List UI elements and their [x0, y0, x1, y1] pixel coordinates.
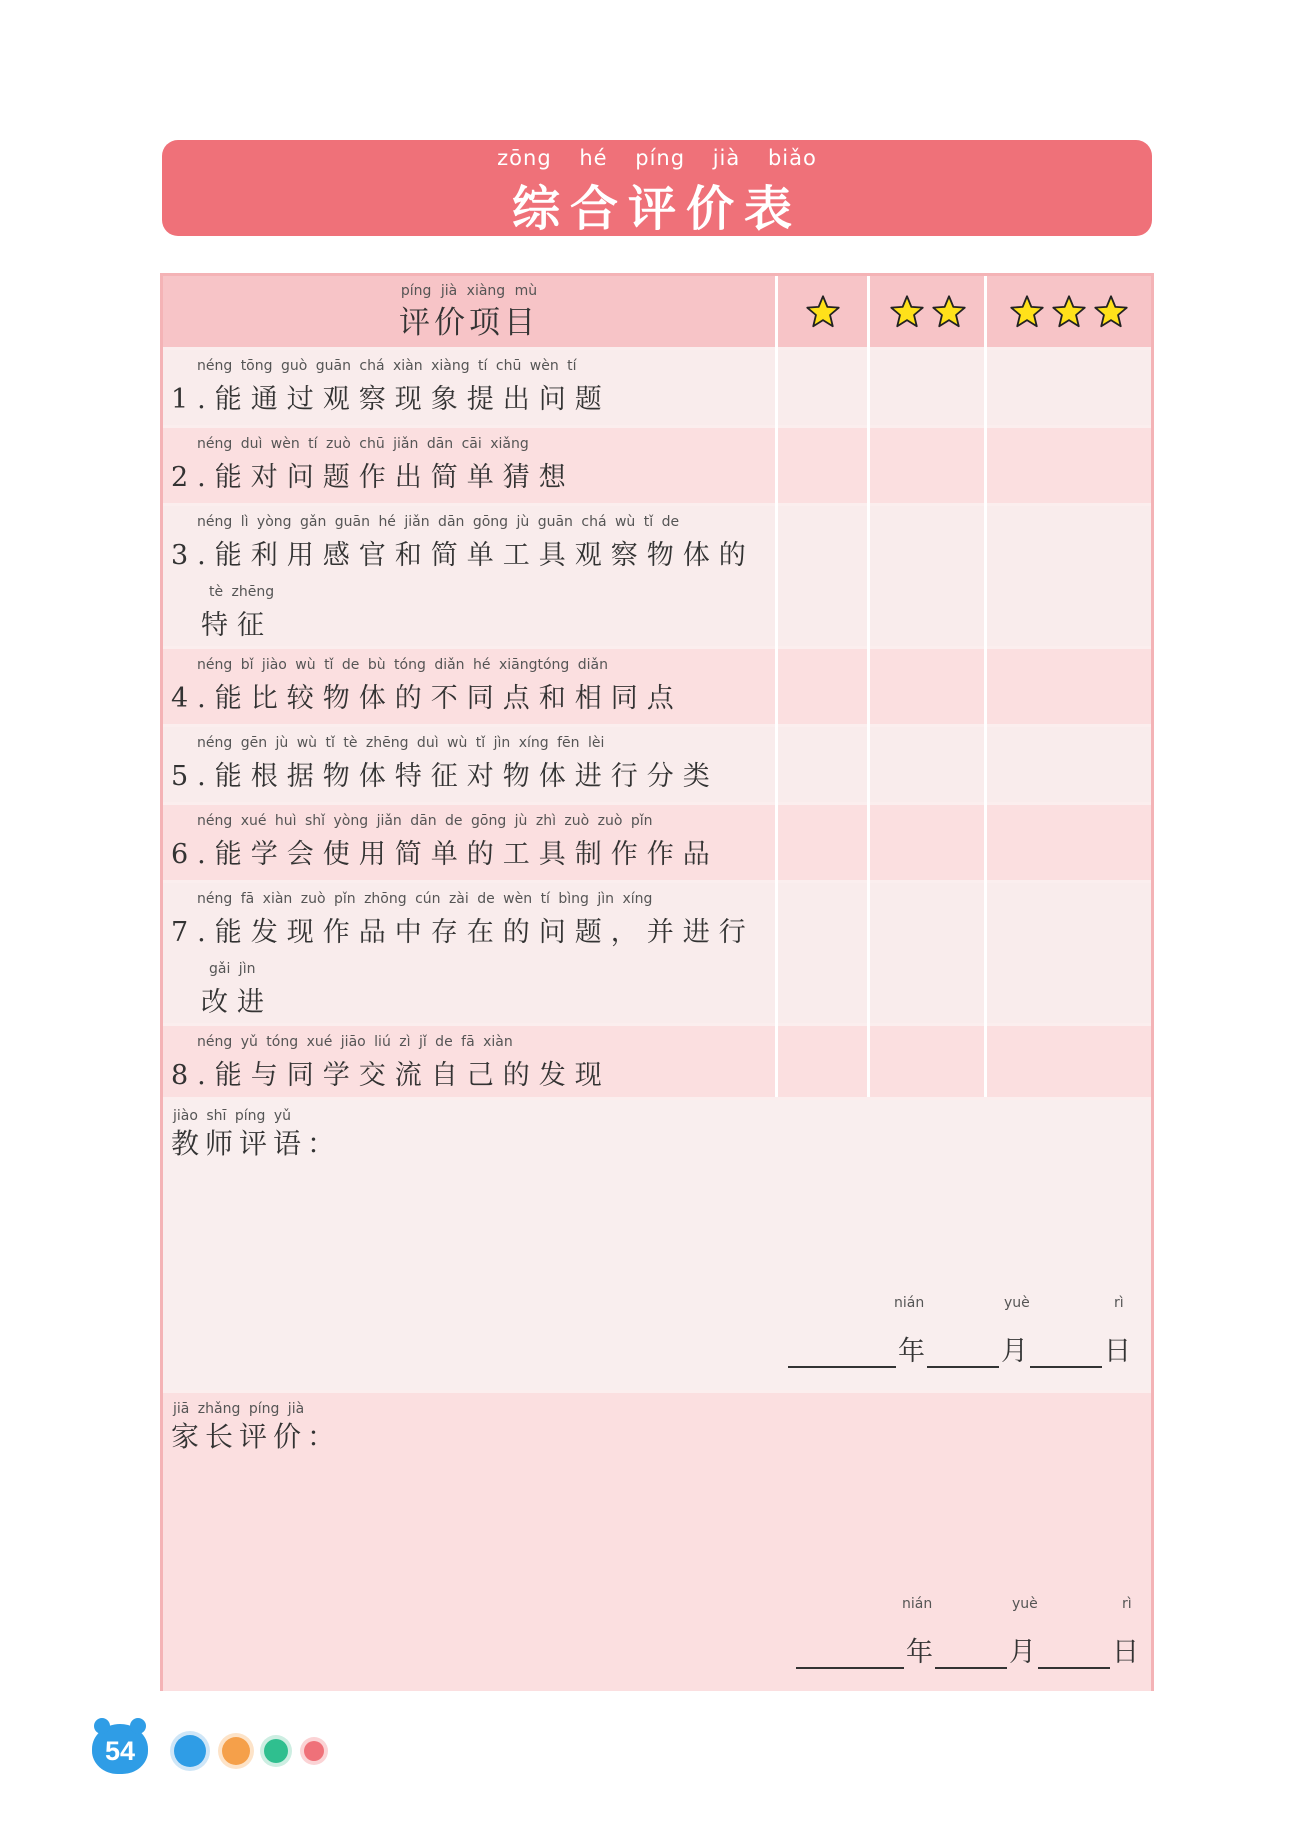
table-row: [163, 727, 1151, 802]
one-star-rating: [777, 276, 868, 347]
one-star-checkbox[interactable]: [777, 727, 868, 802]
decor-dot-green: [264, 1739, 288, 1763]
decor-dot-orange: [222, 1737, 250, 1765]
criterion-pinyin: néng tōng guò guān chá xiàn xiàng tí chū wèn tí: [197, 358, 577, 374]
page-title-banner: [162, 140, 1152, 236]
criterion-pinyin: néng lì yòng gǎn guān hé jiǎn dān gōng jù guān chá wù tǐ de: [197, 514, 680, 530]
month-blank[interactable]: [927, 1340, 999, 1368]
criterion-pinyin: néng gēn jù wù tǐ tè zhēng duì wù tǐ jìn xíng fēn lèi: [197, 735, 605, 751]
criterion-text: 1.能通过观察现象提出问题: [171, 384, 611, 415]
criterion-text: 4.能比较物体的不同点和相同点: [171, 683, 683, 714]
evaluation-sheet: [160, 273, 1154, 1691]
criterion-pinyin: néng xué huì shǐ yòng jiǎn dān de gōng jù zhì zuò zuò pǐn: [197, 813, 653, 829]
criterion-item: [171, 813, 771, 871]
two-star-checkbox[interactable]: [870, 1026, 985, 1097]
two-star-checkbox[interactable]: [870, 727, 985, 802]
table-row: [163, 805, 1151, 880]
parent-comment-area[interactable]: [163, 1393, 1151, 1691]
one-star-checkbox[interactable]: [777, 805, 868, 880]
criterion-text: 7.能发现作品中存在的问题，并进行: [171, 917, 755, 948]
criterion-text: 3.能利用感官和简单工具观察物体的: [171, 540, 755, 571]
teacher-date-line: nián yuè rì 年 月 日: [788, 1329, 1133, 1368]
criterion-pinyin: néng bǐ jiào wù tǐ de bù tóng diǎn hé xiāngtóng diǎn: [197, 657, 608, 673]
one-star-checkbox[interactable]: [777, 883, 868, 1023]
teacher-comment-text: 教师评语：: [171, 1127, 342, 1160]
star-icon: [889, 294, 925, 330]
two-star-checkbox[interactable]: [870, 883, 985, 1023]
criterion-pinyin-continued: gǎi jìn: [209, 961, 256, 977]
table-row: [163, 1026, 1151, 1097]
star-icon: [805, 294, 841, 330]
three-star-checkbox[interactable]: [987, 506, 1151, 646]
three-star-checkbox[interactable]: [987, 350, 1151, 425]
parent-comment-label: [171, 1401, 341, 1455]
criterion-item: [171, 657, 771, 715]
table-row: [163, 428, 1151, 503]
two-star-rating: [870, 276, 985, 347]
star-icon: [1009, 294, 1045, 330]
table-row: [163, 883, 1151, 1023]
one-star-checkbox[interactable]: [777, 1026, 868, 1097]
two-star-checkbox[interactable]: [870, 805, 985, 880]
criterion-item: [171, 735, 771, 793]
decor-dot-blue: [174, 1735, 206, 1767]
teacher-comment-pinyin: jiào shī píng yǔ: [173, 1108, 292, 1124]
criterion-text: 2.能对问题作出简单猜想: [171, 462, 575, 493]
year-blank[interactable]: [788, 1340, 896, 1368]
criterion-text: 6.能学会使用简单的工具制作作品: [171, 839, 719, 870]
three-star-checkbox[interactable]: [987, 805, 1151, 880]
three-star-checkbox[interactable]: [987, 1026, 1151, 1097]
criterion-item: [171, 358, 771, 416]
criterion-item: [171, 891, 771, 1019]
two-star-checkbox[interactable]: [870, 350, 985, 425]
parent-comment-text: 家长评价：: [171, 1420, 342, 1453]
two-star-checkbox[interactable]: [870, 649, 985, 724]
criterion-item: [171, 514, 771, 642]
table-row: [163, 649, 1151, 724]
month-blank[interactable]: [935, 1641, 1007, 1669]
criterion-pinyin: néng duì wèn tí zuò chū jiǎn dān cāi xiǎng: [197, 436, 529, 452]
table-header-row: [163, 276, 1151, 347]
one-star-checkbox[interactable]: [777, 649, 868, 724]
one-star-checkbox[interactable]: [777, 506, 868, 646]
decor-dot-red: [304, 1741, 324, 1761]
three-star-checkbox[interactable]: [987, 649, 1151, 724]
header-label: [163, 283, 775, 342]
page-number: 54: [92, 1724, 148, 1774]
criterion-pinyin-continued: tè zhēng: [209, 584, 275, 600]
three-star-checkbox[interactable]: [987, 883, 1151, 1023]
star-icon: [1051, 294, 1087, 330]
page-title: 综合评价表: [511, 181, 802, 237]
three-star-rating: [987, 276, 1151, 347]
header-label-text: 评价项目: [399, 305, 539, 341]
day-blank[interactable]: [1030, 1340, 1102, 1368]
teacher-comment-label: [171, 1108, 341, 1162]
criterion-text: 8.能与同学交流自己的发现: [171, 1060, 611, 1091]
year-blank[interactable]: [796, 1641, 904, 1669]
criterion-text-continued: 改进: [201, 987, 273, 1018]
criterion-item: [171, 1034, 771, 1092]
criterion-pinyin: néng yǔ tóng xué jiāo liú zì jǐ de fā xiàn: [197, 1034, 513, 1050]
parent-date-line: nián yuè rì 年 月 日: [796, 1630, 1141, 1669]
two-star-checkbox[interactable]: [870, 506, 985, 646]
parent-comment-pinyin: jiā zhǎng píng jià: [173, 1401, 305, 1417]
criterion-item: [171, 436, 771, 494]
table-row: [163, 506, 1151, 646]
star-icon: [931, 294, 967, 330]
title-pinyin: zōng hé píng jià biǎo: [497, 146, 817, 170]
two-star-checkbox[interactable]: [870, 428, 985, 503]
criterion-text: 5.能根据物体特征对物体进行分类: [171, 761, 719, 792]
star-icon: [1093, 294, 1129, 330]
three-star-checkbox[interactable]: [987, 727, 1151, 802]
teacher-comment-area[interactable]: [163, 1100, 1151, 1390]
criterion-pinyin: néng fā xiàn zuò pǐn zhōng cún zài de wèn tí bìng jìn xíng: [197, 891, 653, 907]
table-row: [163, 350, 1151, 425]
day-blank[interactable]: [1038, 1641, 1110, 1669]
three-star-checkbox[interactable]: [987, 428, 1151, 503]
one-star-checkbox[interactable]: [777, 350, 868, 425]
one-star-checkbox[interactable]: [777, 428, 868, 503]
criterion-text-continued: 特征: [201, 610, 273, 641]
header-label-pinyin: píng jià xiàng mù: [400, 283, 538, 299]
